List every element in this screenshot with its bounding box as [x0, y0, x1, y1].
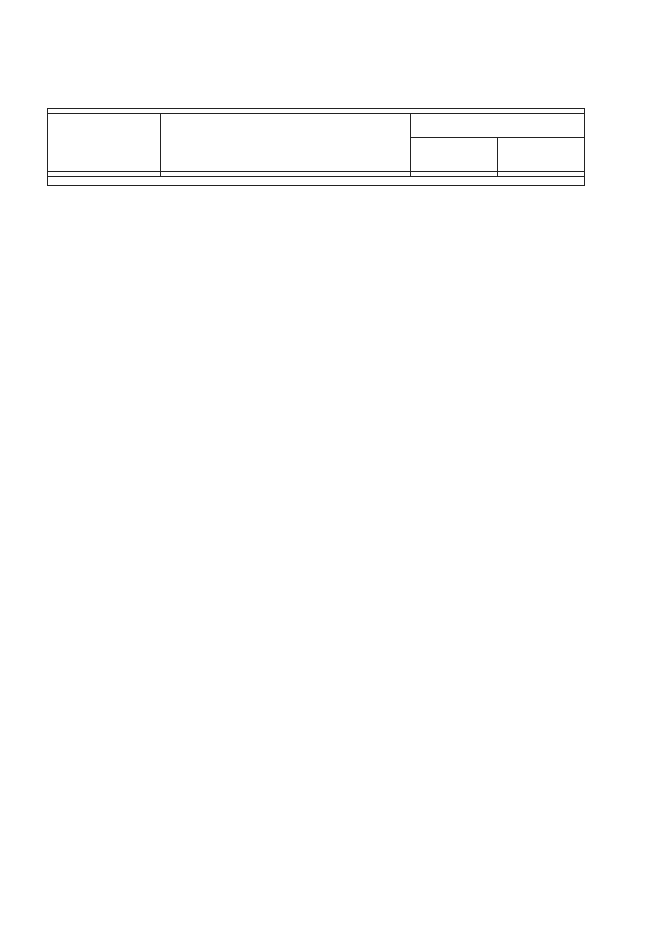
col-application-header — [411, 114, 585, 138]
section-title — [48, 177, 585, 186]
col-optical-header — [411, 138, 498, 172]
col-radar-header — [498, 138, 585, 172]
col-subgroup-header — [48, 114, 161, 172]
parameters-table — [47, 108, 585, 186]
col-name-header — [161, 114, 411, 172]
